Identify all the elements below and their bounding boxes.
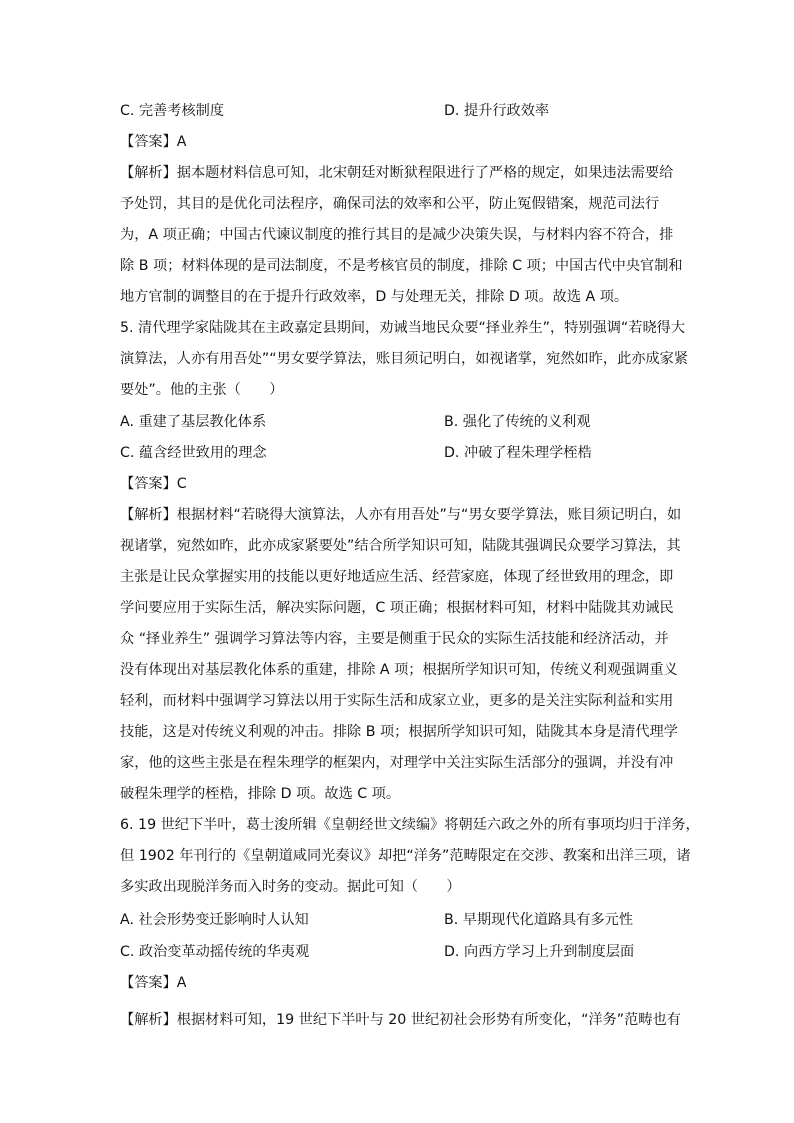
q4-answer: 【答案】A: [120, 134, 187, 150]
q4-analysis-line: 地方官制的调整目的在于提升行政效率，D 与处理无关，排除 D 项。故选 A 项。: [120, 289, 629, 305]
q5-analysis-line: 家，他的这些主张是在程朱理学的框架内，对理学中关注实际生活部分的强调，并没有冲: [120, 755, 674, 771]
q5-analysis-line: 技能，这是对传统义利观的冲击。排除 B 项；根据所学知识可知，陆陇其本身是清代理学: [120, 724, 678, 740]
q6-stem-line: 6. 19 世纪下半叶，葛士浚所辑《皇朝经世文续编》将朝廷六政之外的所有事项均归于洋务，: [120, 817, 700, 833]
q6-option-d: D. 向西方学习上升到制度层面: [444, 944, 635, 960]
q5-stem-line: 5. 清代理学家陆陇其在主政嘉定县期间，劝诫当地民众要“择业养生”，特别强调“若晓得大: [120, 320, 686, 336]
q4-option-c: C. 完善考核制度: [120, 103, 225, 119]
q4-analysis-line: 除 B 项；材料体现的是司法制度，不是考核官员的制度，排除 C 项；中国古代中央官制和: [120, 258, 683, 274]
q5-analysis-line: 轻利，而材料中强调学习算法以用于实际生活和成家立业，更多的是关注实际利益和实用: [120, 693, 674, 709]
q5-analysis-line: 主张是让民众掌握实用的技能以更好地适应生活、经营家庭，体现了经世致用的理念，即: [120, 569, 674, 585]
q5-analysis-line: 【解析】根据材料“若晓得大演算法，人亦有用吾处”与“男女要学算法，账目须记明白，如: [120, 507, 682, 523]
q5-analysis-line: 众 “择业养生” 强调学习算法等内容，主要是侧重于民众的实际生活技能和经济活动，并: [120, 631, 669, 647]
q6-option-b: B. 早期现代化道路具有多元性: [444, 912, 634, 928]
q6-stem-line: 但 1902 年刊行的《皇朝道咸同光奏议》却把“洋务”范畴限定在交涉、教案和出洋三项，诸: [120, 848, 691, 864]
q5-answer: 【答案】C: [120, 476, 187, 492]
q4-option-d: D. 提升行政效率: [444, 103, 550, 119]
q5-stem-line: 演算法，人亦有用吾处”“男女要学算法，账目须记明白，如视诸掌，宛然如昨，此亦成家紧: [120, 351, 689, 367]
q5-analysis-line: 视诸掌，宛然如昨，此亦成家紧要处”结合所学知识可知，陆陇其强调民众要学习算法，其: [120, 538, 681, 554]
q4-analysis-line: 【解析】据本题材料信息可知，北宋朝廷对断狱程限进行了严格的规定，如果违法需要给: [120, 165, 674, 181]
q6-answer: 【答案】A: [120, 975, 187, 991]
q6-option-a: A. 社会形势变迁影响时人认知: [120, 912, 309, 928]
q5-analysis-line: 破程朱理学的桎梏，排除 D 项。故选 C 项。: [120, 786, 401, 802]
q6-option-c: C. 政治变革动摇传统的华夷观: [120, 944, 310, 960]
q5-analysis-line: 没有体现出对基层教化体系的重建，排除 A 项；根据所学知识可知，传统义利观强调重义: [120, 662, 678, 678]
q5-option-c: C. 蕴含经世致用的理念: [120, 445, 267, 461]
q5-analysis-line: 学问要应用于实际生活，解决实际问题，C 项正确；根据材料可知，材料中陆陇其劝诫民: [120, 600, 674, 616]
q4-analysis-line: 为，A 项正确；中国古代谏议制度的推行其目的是减少决策失误，与材料内容不符合，排: [120, 227, 674, 243]
q6-analysis-line: 【解析】根据材料可知，19 世纪下半叶与 20 世纪初社会形势有所变化，“洋务”范畴也有: [120, 1012, 681, 1028]
q5-stem-line: 要处”。他的主张（ ）: [120, 382, 284, 398]
q5-option-a: A. 重建了基层教化体系: [120, 414, 267, 430]
q4-analysis-line: 予处罚，其目的是优化司法程序，确保司法的效率和公平，防止冤假错案，规范司法行: [120, 196, 660, 212]
q5-option-b: B. 强化了传统的义利观: [444, 414, 591, 430]
q6-stem-line: 多实政出现脱洋务而入时务的变动。据此可知（ ）: [120, 879, 461, 895]
q5-option-d: D. 冲破了程朱理学桎梏: [444, 445, 592, 461]
